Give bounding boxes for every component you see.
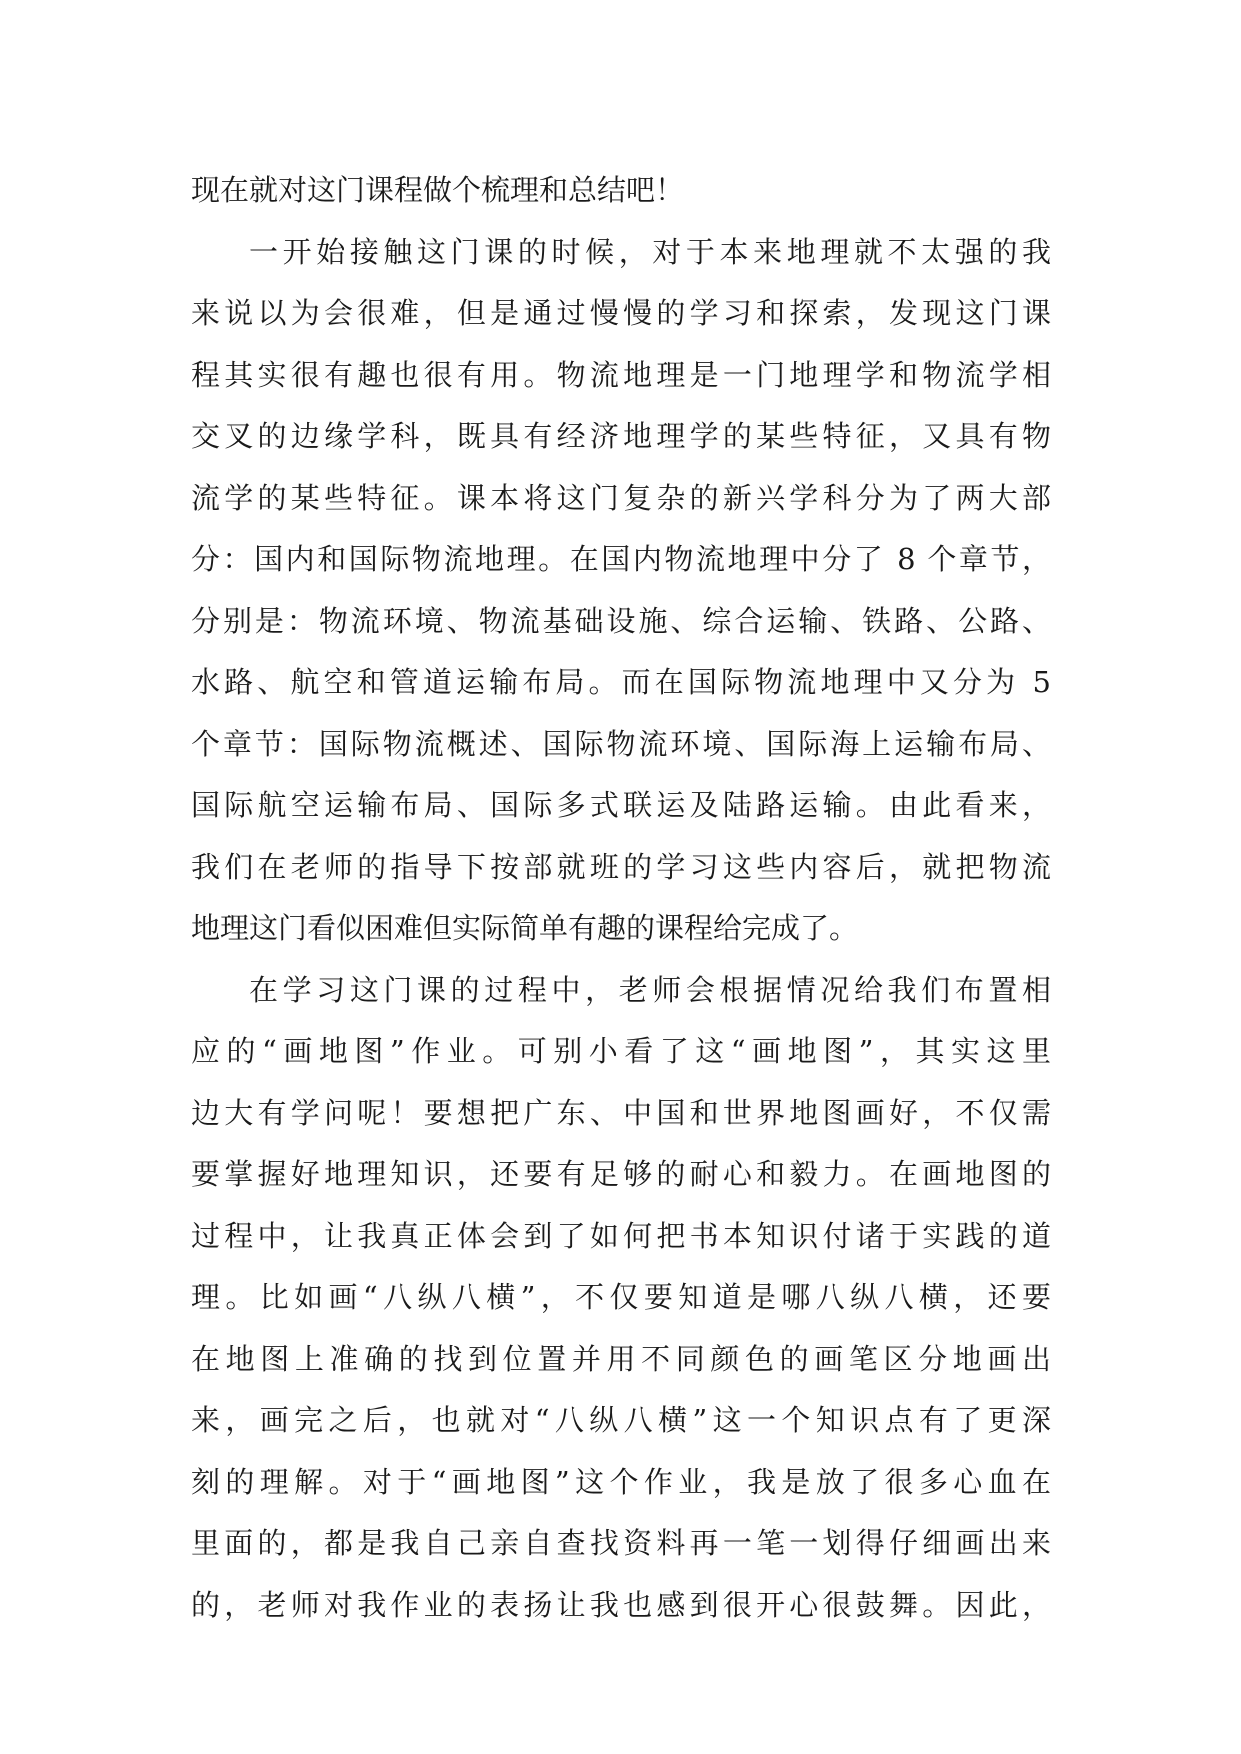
text-line: 程其实很有趣也很有用。物流地理是一门地理学和物流学相: [191, 357, 1051, 392]
text-line: 里面的，都是我自己亲自查找资料再一笔一划得仔细画出来: [191, 1526, 1051, 1560]
text-line: 要掌握好地理知识，还要有足够的耐心和毅力。在画地图的: [191, 1157, 1051, 1191]
text-line: 应的“画地图”作业。可别小看了这“画地图”，其实这里: [191, 1034, 1051, 1068]
text-line: 水路、航空和管道运输布局。而在国际物流地理中又分为 5: [191, 665, 1051, 699]
text-line: 流学的某些特征。课本将这门复杂的新兴学科分为了两大部: [191, 480, 1051, 515]
text-line: 分：国内和国际物流地理。在国内物流地理中分了 8 个章节，: [191, 542, 1051, 576]
text-line: 分别是：物流环境、物流基础设施、综合运输、铁路、公路、: [191, 603, 1051, 638]
paragraph-first-line: 一开始接触这门课的时候，对于本来地理就不太强的我: [249, 234, 1051, 269]
text-line: 来说以为会很难，但是通过慢慢的学习和探索，发现这门课: [191, 296, 1051, 330]
text-line: 刻的理解。对于“画地图”这个作业，我是放了很多心血在: [191, 1464, 1051, 1499]
text-line: 在地图上准确的找到位置并用不同颜色的画笔区分地画出: [191, 1341, 1051, 1376]
text-line: 国际航空运输布局、国际多式联运及陆路运输。由此看来，: [191, 788, 1051, 822]
text-line: 个章节：国际物流概述、国际物流环境、国际海上运输布局、: [191, 726, 1051, 761]
text-line: 现在就对这门课程做个梳理和总结吧！: [191, 173, 685, 207]
text-line: 我们在老师的指导下按部就班的学习这些内容后，就把物流: [191, 849, 1051, 884]
text-line: 交叉的边缘学科，既具有经济地理学的某些特征，又具有物: [191, 419, 1051, 453]
document-body: [191, 160, 1051, 1636]
text-line: 地理这门看似困难但实际简单有趣的课程给完成了。: [191, 911, 859, 945]
text-line: 的，老师对我作业的表扬让我也感到很开心很鼓舞。因此，: [191, 1587, 1051, 1622]
text-line: 理。比如画“八纵八横”，不仅要知道是哪八纵八横，还要: [191, 1280, 1051, 1314]
text-line: 过程中，让我真正体会到了如何把书本知识付诸于实践的道: [191, 1218, 1051, 1253]
paragraph-first-line: 在学习这门课的过程中，老师会根据情况给我们布置相: [249, 972, 1051, 1007]
text-line: 来，画完之后，也就对“八纵八横”这一个知识点有了更深: [191, 1403, 1051, 1437]
text-line: 边大有学问呢！要想把广东、中国和世界地图画好，不仅需: [191, 1095, 1051, 1130]
